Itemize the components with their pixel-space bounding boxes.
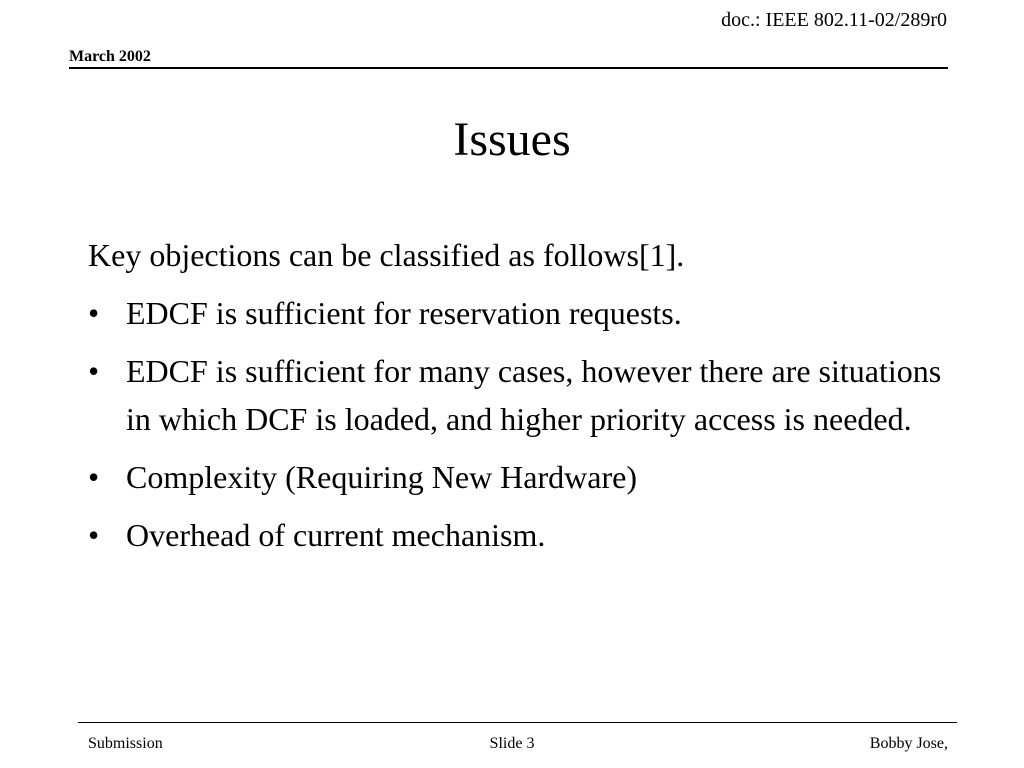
bullet-text: Overhead of current mechanism. — [126, 517, 546, 553]
bullet-icon: • — [88, 353, 100, 389]
bullet-icon: • — [88, 459, 100, 495]
slide-title: Issues — [453, 113, 571, 166]
bullet-text: EDCF is sufficient for reservation requests. — [126, 295, 682, 331]
bullet-text: Complexity (Requiring New Hardware) — [126, 459, 637, 495]
document-id: doc.: IEEE 802.11-02/289r0 — [721, 9, 947, 31]
bullet-list — [88, 289, 948, 559]
header-date: March 2002 — [69, 48, 151, 65]
bullet-item — [88, 511, 948, 559]
header-rule — [69, 67, 948, 69]
bullet-item — [88, 347, 948, 443]
footer-rule — [78, 722, 957, 723]
bullet-item — [88, 289, 948, 337]
footer-author: Bobby Jose, — [869, 735, 948, 752]
intro-text: Key objections can be classified as follows[1]. — [88, 237, 685, 273]
bullet-icon: • — [88, 517, 100, 553]
bullet-icon: • — [88, 295, 100, 331]
footer-submission: Submission — [88, 735, 163, 752]
footer-slide-number: Slide 3 — [489, 735, 535, 752]
bullet-text: EDCF is sufficient for many cases, however there are situations in which DCF is loaded, and higher priority access is needed. — [126, 353, 942, 437]
slide-body — [88, 231, 948, 569]
bullet-item — [88, 453, 948, 501]
